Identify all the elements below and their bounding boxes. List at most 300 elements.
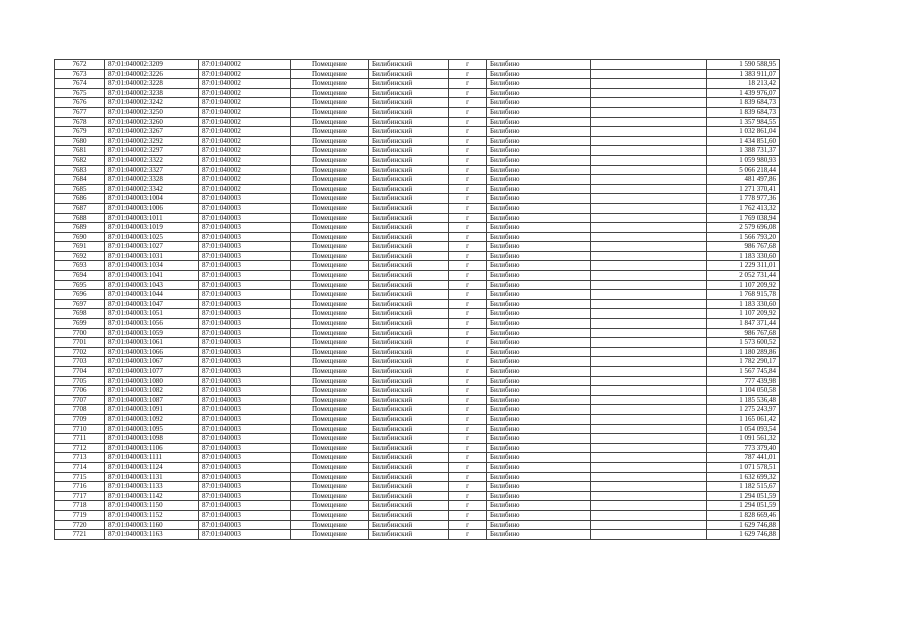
empty-cell bbox=[591, 175, 707, 185]
empty-cell bbox=[591, 117, 707, 127]
settlement-type-cell: г bbox=[449, 223, 487, 233]
cadastral-value-cell: 1 059 980,93 bbox=[707, 155, 780, 165]
cadastral-number-cell: 87:01:040003:1061 bbox=[105, 338, 199, 348]
row-number-cell: 7715 bbox=[55, 472, 105, 482]
empty-cell bbox=[591, 357, 707, 367]
settlement-name-cell: Билибино bbox=[487, 357, 591, 367]
row-number-cell: 7677 bbox=[55, 107, 105, 117]
table-row bbox=[55, 107, 780, 117]
cadastral-value-cell: 1 183 330,60 bbox=[707, 251, 780, 261]
cadastral-block-cell: 87:01:040003 bbox=[199, 261, 291, 271]
district-cell: Билибинский bbox=[369, 309, 449, 319]
cadastral-block-cell: 87:01:040003 bbox=[199, 194, 291, 204]
object-type-cell: Помещение bbox=[291, 482, 369, 492]
settlement-type-cell: г bbox=[449, 107, 487, 117]
district-cell: Билибинский bbox=[369, 376, 449, 386]
table-row bbox=[55, 251, 780, 261]
district-cell: Билибинский bbox=[369, 69, 449, 79]
row-number-cell: 7711 bbox=[55, 434, 105, 444]
table-row bbox=[55, 271, 780, 281]
object-type-cell: Помещение bbox=[291, 88, 369, 98]
district-cell: Билибинский bbox=[369, 338, 449, 348]
cadastral-number-cell: 87:01:040003:1092 bbox=[105, 414, 199, 424]
settlement-name-cell: Билибино bbox=[487, 232, 591, 242]
settlement-type-cell: г bbox=[449, 530, 487, 540]
document-sheet bbox=[54, 59, 779, 540]
table-row bbox=[55, 223, 780, 233]
row-number-cell: 7683 bbox=[55, 165, 105, 175]
table-row bbox=[55, 462, 780, 472]
empty-cell bbox=[591, 462, 707, 472]
empty-cell bbox=[591, 414, 707, 424]
cadastral-number-cell: 87:01:040003:1152 bbox=[105, 510, 199, 520]
empty-cell bbox=[591, 146, 707, 156]
empty-cell bbox=[591, 127, 707, 137]
cadastral-block-cell: 87:01:040002 bbox=[199, 175, 291, 185]
row-number-cell: 7685 bbox=[55, 184, 105, 194]
cadastral-number-cell: 87:01:040003:1106 bbox=[105, 443, 199, 453]
row-number-cell: 7706 bbox=[55, 386, 105, 396]
cadastral-number-cell: 87:01:040002:3328 bbox=[105, 175, 199, 185]
settlement-type-cell: г bbox=[449, 117, 487, 127]
district-cell: Билибинский bbox=[369, 60, 449, 70]
settlement-type-cell: г bbox=[449, 69, 487, 79]
cadastral-block-cell: 87:01:040003 bbox=[199, 453, 291, 463]
empty-cell bbox=[591, 213, 707, 223]
settlement-name-cell: Билибино bbox=[487, 501, 591, 511]
settlement-type-cell: г bbox=[449, 424, 487, 434]
object-type-cell: Помещение bbox=[291, 319, 369, 329]
object-type-cell: Помещение bbox=[291, 309, 369, 319]
district-cell: Билибинский bbox=[369, 165, 449, 175]
table-row bbox=[55, 290, 780, 300]
settlement-type-cell: г bbox=[449, 414, 487, 424]
settlement-name-cell: Билибино bbox=[487, 453, 591, 463]
row-number-cell: 7705 bbox=[55, 376, 105, 386]
empty-cell bbox=[591, 520, 707, 530]
cadastral-value-cell: 777 439,98 bbox=[707, 376, 780, 386]
object-type-cell: Помещение bbox=[291, 443, 369, 453]
cadastral-number-cell: 87:01:040002:3226 bbox=[105, 69, 199, 79]
settlement-type-cell: г bbox=[449, 491, 487, 501]
cadastral-value-cell: 1 165 061,42 bbox=[707, 414, 780, 424]
cadastral-block-cell: 87:01:040003 bbox=[199, 482, 291, 492]
settlement-type-cell: г bbox=[449, 165, 487, 175]
cadastral-number-cell: 87:01:040003:1027 bbox=[105, 242, 199, 252]
row-number-cell: 7678 bbox=[55, 117, 105, 127]
cadastral-value-table bbox=[54, 59, 780, 540]
object-type-cell: Помещение bbox=[291, 79, 369, 89]
empty-cell bbox=[591, 79, 707, 89]
table-row bbox=[55, 319, 780, 329]
object-type-cell: Помещение bbox=[291, 223, 369, 233]
table-body bbox=[55, 60, 780, 540]
table-row bbox=[55, 520, 780, 530]
object-type-cell: Помещение bbox=[291, 328, 369, 338]
row-number-cell: 7682 bbox=[55, 155, 105, 165]
table-row bbox=[55, 405, 780, 415]
empty-cell bbox=[591, 434, 707, 444]
empty-cell bbox=[591, 194, 707, 204]
cadastral-block-cell: 87:01:040003 bbox=[199, 510, 291, 520]
cadastral-value-cell: 1 566 793,20 bbox=[707, 232, 780, 242]
row-number-cell: 7688 bbox=[55, 213, 105, 223]
cadastral-block-cell: 87:01:040003 bbox=[199, 213, 291, 223]
settlement-type-cell: г bbox=[449, 232, 487, 242]
cadastral-value-cell: 1 183 330,60 bbox=[707, 299, 780, 309]
cadastral-value-cell: 481 497,86 bbox=[707, 175, 780, 185]
cadastral-block-cell: 87:01:040002 bbox=[199, 69, 291, 79]
table-row bbox=[55, 184, 780, 194]
empty-cell bbox=[591, 309, 707, 319]
object-type-cell: Помещение bbox=[291, 251, 369, 261]
row-number-cell: 7701 bbox=[55, 338, 105, 348]
row-number-cell: 7689 bbox=[55, 223, 105, 233]
district-cell: Билибинский bbox=[369, 271, 449, 281]
cadastral-block-cell: 87:01:040003 bbox=[199, 338, 291, 348]
cadastral-value-cell: 1 104 050,58 bbox=[707, 386, 780, 396]
settlement-name-cell: Билибино bbox=[487, 290, 591, 300]
object-type-cell: Помещение bbox=[291, 117, 369, 127]
district-cell: Билибинский bbox=[369, 98, 449, 108]
row-number-cell: 7712 bbox=[55, 443, 105, 453]
district-cell: Билибинский bbox=[369, 223, 449, 233]
cadastral-block-cell: 87:01:040002 bbox=[199, 88, 291, 98]
cadastral-value-cell: 1 275 243,97 bbox=[707, 405, 780, 415]
settlement-name-cell: Билибино bbox=[487, 88, 591, 98]
table-row bbox=[55, 414, 780, 424]
object-type-cell: Помещение bbox=[291, 472, 369, 482]
cadastral-value-cell: 773 379,40 bbox=[707, 443, 780, 453]
district-cell: Билибинский bbox=[369, 280, 449, 290]
district-cell: Билибинский bbox=[369, 472, 449, 482]
district-cell: Билибинский bbox=[369, 232, 449, 242]
settlement-type-cell: г bbox=[449, 194, 487, 204]
empty-cell bbox=[591, 60, 707, 70]
settlement-type-cell: г bbox=[449, 328, 487, 338]
cadastral-number-cell: 87:01:040002:3242 bbox=[105, 98, 199, 108]
settlement-name-cell: Билибино bbox=[487, 462, 591, 472]
empty-cell bbox=[591, 405, 707, 415]
settlement-type-cell: г bbox=[449, 395, 487, 405]
settlement-name-cell: Билибино bbox=[487, 328, 591, 338]
settlement-type-cell: г bbox=[449, 146, 487, 156]
settlement-name-cell: Билибино bbox=[487, 271, 591, 281]
table-row bbox=[55, 482, 780, 492]
row-number-cell: 7675 bbox=[55, 88, 105, 98]
table-row bbox=[55, 88, 780, 98]
cadastral-block-cell: 87:01:040003 bbox=[199, 376, 291, 386]
row-number-cell: 7681 bbox=[55, 146, 105, 156]
settlement-type-cell: г bbox=[449, 299, 487, 309]
cadastral-block-cell: 87:01:040003 bbox=[199, 472, 291, 482]
cadastral-value-cell: 1 828 669,46 bbox=[707, 510, 780, 520]
cadastral-value-cell: 1 769 038,94 bbox=[707, 213, 780, 223]
settlement-type-cell: г bbox=[449, 453, 487, 463]
empty-cell bbox=[591, 88, 707, 98]
settlement-name-cell: Билибино bbox=[487, 213, 591, 223]
table-row bbox=[55, 434, 780, 444]
district-cell: Билибинский bbox=[369, 88, 449, 98]
settlement-name-cell: Билибино bbox=[487, 319, 591, 329]
district-cell: Билибинский bbox=[369, 136, 449, 146]
object-type-cell: Помещение bbox=[291, 520, 369, 530]
object-type-cell: Помещение bbox=[291, 414, 369, 424]
table-row bbox=[55, 491, 780, 501]
cadastral-value-cell: 1 839 684,73 bbox=[707, 107, 780, 117]
empty-cell bbox=[591, 69, 707, 79]
cadastral-value-cell: 1 847 371,44 bbox=[707, 319, 780, 329]
object-type-cell: Помещение bbox=[291, 242, 369, 252]
empty-cell bbox=[591, 424, 707, 434]
table-row bbox=[55, 280, 780, 290]
table-row bbox=[55, 328, 780, 338]
cadastral-block-cell: 87:01:040003 bbox=[199, 367, 291, 377]
object-type-cell: Помещение bbox=[291, 290, 369, 300]
cadastral-number-cell: 87:01:040003:1056 bbox=[105, 319, 199, 329]
row-number-cell: 7690 bbox=[55, 232, 105, 242]
district-cell: Билибинский bbox=[369, 194, 449, 204]
cadastral-number-cell: 87:01:040002:3292 bbox=[105, 136, 199, 146]
cadastral-value-cell: 1 629 746,88 bbox=[707, 530, 780, 540]
settlement-name-cell: Билибино bbox=[487, 69, 591, 79]
settlement-type-cell: г bbox=[449, 405, 487, 415]
cadastral-number-cell: 87:01:040003:1091 bbox=[105, 405, 199, 415]
empty-cell bbox=[591, 443, 707, 453]
settlement-name-cell: Билибино bbox=[487, 251, 591, 261]
settlement-type-cell: г bbox=[449, 242, 487, 252]
cadastral-block-cell: 87:01:040002 bbox=[199, 127, 291, 137]
cadastral-value-cell: 1 229 311,01 bbox=[707, 261, 780, 271]
district-cell: Билибинский bbox=[369, 414, 449, 424]
district-cell: Билибинский bbox=[369, 530, 449, 540]
table-row bbox=[55, 347, 780, 357]
table-row bbox=[55, 165, 780, 175]
object-type-cell: Помещение bbox=[291, 347, 369, 357]
cadastral-block-cell: 87:01:040003 bbox=[199, 251, 291, 261]
object-type-cell: Помещение bbox=[291, 405, 369, 415]
cadastral-value-cell: 1 071 578,51 bbox=[707, 462, 780, 472]
district-cell: Билибинский bbox=[369, 434, 449, 444]
cadastral-value-cell: 5 066 218,44 bbox=[707, 165, 780, 175]
table-row bbox=[55, 155, 780, 165]
empty-cell bbox=[591, 472, 707, 482]
object-type-cell: Помещение bbox=[291, 299, 369, 309]
object-type-cell: Помещение bbox=[291, 280, 369, 290]
settlement-type-cell: г bbox=[449, 127, 487, 137]
cadastral-number-cell: 87:01:040003:1160 bbox=[105, 520, 199, 530]
empty-cell bbox=[591, 290, 707, 300]
cadastral-value-cell: 986 767,68 bbox=[707, 242, 780, 252]
settlement-type-cell: г bbox=[449, 79, 487, 89]
cadastral-number-cell: 87:01:040002:3297 bbox=[105, 146, 199, 156]
object-type-cell: Помещение bbox=[291, 165, 369, 175]
cadastral-number-cell: 87:01:040003:1019 bbox=[105, 223, 199, 233]
settlement-name-cell: Билибино bbox=[487, 184, 591, 194]
district-cell: Билибинский bbox=[369, 328, 449, 338]
empty-cell bbox=[591, 319, 707, 329]
cadastral-number-cell: 87:01:040003:1047 bbox=[105, 299, 199, 309]
cadastral-number-cell: 87:01:040003:1067 bbox=[105, 357, 199, 367]
cadastral-number-cell: 87:01:040003:1150 bbox=[105, 501, 199, 511]
cadastral-number-cell: 87:01:040003:1111 bbox=[105, 453, 199, 463]
table-row bbox=[55, 395, 780, 405]
empty-cell bbox=[591, 165, 707, 175]
district-cell: Билибинский bbox=[369, 520, 449, 530]
cadastral-number-cell: 87:01:040003:1066 bbox=[105, 347, 199, 357]
settlement-name-cell: Билибино bbox=[487, 347, 591, 357]
settlement-type-cell: г bbox=[449, 280, 487, 290]
cadastral-block-cell: 87:01:040003 bbox=[199, 414, 291, 424]
object-type-cell: Помещение bbox=[291, 386, 369, 396]
cadastral-value-cell: 1 573 600,52 bbox=[707, 338, 780, 348]
object-type-cell: Помещение bbox=[291, 510, 369, 520]
empty-cell bbox=[591, 395, 707, 405]
settlement-name-cell: Билибино bbox=[487, 510, 591, 520]
object-type-cell: Помещение bbox=[291, 395, 369, 405]
empty-cell bbox=[591, 453, 707, 463]
cadastral-block-cell: 87:01:040003 bbox=[199, 328, 291, 338]
row-number-cell: 7692 bbox=[55, 251, 105, 261]
settlement-type-cell: г bbox=[449, 376, 487, 386]
cadastral-value-cell: 1 388 731,37 bbox=[707, 146, 780, 156]
cadastral-value-cell: 1 434 851,60 bbox=[707, 136, 780, 146]
cadastral-block-cell: 87:01:040003 bbox=[199, 501, 291, 511]
table-row bbox=[55, 213, 780, 223]
cadastral-value-cell: 18 213,42 bbox=[707, 79, 780, 89]
settlement-name-cell: Билибино bbox=[487, 223, 591, 233]
empty-cell bbox=[591, 299, 707, 309]
table-row bbox=[55, 242, 780, 252]
table-row bbox=[55, 175, 780, 185]
settlement-name-cell: Билибино bbox=[487, 424, 591, 434]
cadastral-number-cell: 87:01:040002:3260 bbox=[105, 117, 199, 127]
row-number-cell: 7714 bbox=[55, 462, 105, 472]
cadastral-block-cell: 87:01:040002 bbox=[199, 146, 291, 156]
settlement-name-cell: Билибино bbox=[487, 443, 591, 453]
settlement-type-cell: г bbox=[449, 510, 487, 520]
cadastral-block-cell: 87:01:040003 bbox=[199, 290, 291, 300]
settlement-name-cell: Билибино bbox=[487, 203, 591, 213]
table-row bbox=[55, 194, 780, 204]
settlement-type-cell: г bbox=[449, 501, 487, 511]
row-number-cell: 7708 bbox=[55, 405, 105, 415]
empty-cell bbox=[591, 280, 707, 290]
cadastral-block-cell: 87:01:040003 bbox=[199, 271, 291, 281]
row-number-cell: 7704 bbox=[55, 367, 105, 377]
empty-cell bbox=[591, 482, 707, 492]
object-type-cell: Помещение bbox=[291, 367, 369, 377]
row-number-cell: 7703 bbox=[55, 357, 105, 367]
cadastral-block-cell: 87:01:040003 bbox=[199, 405, 291, 415]
cadastral-value-cell: 1 185 536,48 bbox=[707, 395, 780, 405]
object-type-cell: Помещение bbox=[291, 530, 369, 540]
table-row bbox=[55, 376, 780, 386]
empty-cell bbox=[591, 203, 707, 213]
cadastral-block-cell: 87:01:040002 bbox=[199, 60, 291, 70]
table-row bbox=[55, 472, 780, 482]
cadastral-number-cell: 87:01:040002:3267 bbox=[105, 127, 199, 137]
table-row bbox=[55, 203, 780, 213]
row-number-cell: 7700 bbox=[55, 328, 105, 338]
settlement-type-cell: г bbox=[449, 155, 487, 165]
cadastral-number-cell: 87:01:040003:1087 bbox=[105, 395, 199, 405]
settlement-type-cell: г bbox=[449, 367, 487, 377]
object-type-cell: Помещение bbox=[291, 155, 369, 165]
table-row bbox=[55, 530, 780, 540]
cadastral-block-cell: 87:01:040002 bbox=[199, 117, 291, 127]
table-row bbox=[55, 146, 780, 156]
cadastral-value-cell: 1 357 984,55 bbox=[707, 117, 780, 127]
settlement-type-cell: г bbox=[449, 88, 487, 98]
object-type-cell: Помещение bbox=[291, 146, 369, 156]
cadastral-block-cell: 87:01:040003 bbox=[199, 491, 291, 501]
cadastral-block-cell: 87:01:040003 bbox=[199, 424, 291, 434]
object-type-cell: Помещение bbox=[291, 232, 369, 242]
row-number-cell: 7679 bbox=[55, 127, 105, 137]
cadastral-value-cell: 1 782 290,17 bbox=[707, 357, 780, 367]
settlement-type-cell: г bbox=[449, 98, 487, 108]
district-cell: Билибинский bbox=[369, 424, 449, 434]
cadastral-value-cell: 1 567 745,84 bbox=[707, 367, 780, 377]
row-number-cell: 7716 bbox=[55, 482, 105, 492]
empty-cell bbox=[591, 136, 707, 146]
district-cell: Билибинский bbox=[369, 261, 449, 271]
district-cell: Билибинский bbox=[369, 367, 449, 377]
empty-cell bbox=[591, 223, 707, 233]
district-cell: Билибинский bbox=[369, 453, 449, 463]
district-cell: Билибинский bbox=[369, 184, 449, 194]
cadastral-value-cell: 1 182 515,67 bbox=[707, 482, 780, 492]
settlement-name-cell: Билибино bbox=[487, 175, 591, 185]
empty-cell bbox=[591, 367, 707, 377]
cadastral-number-cell: 87:01:040002:3238 bbox=[105, 88, 199, 98]
cadastral-value-cell: 1 107 209,92 bbox=[707, 309, 780, 319]
district-cell: Билибинский bbox=[369, 117, 449, 127]
cadastral-value-cell: 1 768 915,78 bbox=[707, 290, 780, 300]
object-type-cell: Помещение bbox=[291, 434, 369, 444]
cadastral-number-cell: 87:01:040003:1051 bbox=[105, 309, 199, 319]
cadastral-block-cell: 87:01:040003 bbox=[199, 309, 291, 319]
object-type-cell: Помещение bbox=[291, 501, 369, 511]
table-row bbox=[55, 98, 780, 108]
settlement-type-cell: г bbox=[449, 319, 487, 329]
table-row bbox=[55, 69, 780, 79]
object-type-cell: Помещение bbox=[291, 107, 369, 117]
cadastral-value-cell: 1 032 861,04 bbox=[707, 127, 780, 137]
table-row bbox=[55, 127, 780, 137]
object-type-cell: Помещение bbox=[291, 261, 369, 271]
row-number-cell: 7717 bbox=[55, 491, 105, 501]
cadastral-value-cell: 1 271 370,41 bbox=[707, 184, 780, 194]
settlement-name-cell: Билибино bbox=[487, 299, 591, 309]
cadastral-number-cell: 87:01:040002:3342 bbox=[105, 184, 199, 194]
cadastral-value-cell: 1 294 051,59 bbox=[707, 491, 780, 501]
district-cell: Билибинский bbox=[369, 203, 449, 213]
settlement-name-cell: Билибино bbox=[487, 395, 591, 405]
settlement-name-cell: Билибино bbox=[487, 165, 591, 175]
settlement-name-cell: Билибино bbox=[487, 107, 591, 117]
row-number-cell: 7721 bbox=[55, 530, 105, 540]
settlement-type-cell: г bbox=[449, 309, 487, 319]
cadastral-value-cell: 787 441,01 bbox=[707, 453, 780, 463]
empty-cell bbox=[591, 242, 707, 252]
settlement-name-cell: Билибино bbox=[487, 242, 591, 252]
district-cell: Билибинский bbox=[369, 462, 449, 472]
cadastral-block-cell: 87:01:040002 bbox=[199, 155, 291, 165]
settlement-name-cell: Билибино bbox=[487, 127, 591, 137]
row-number-cell: 7687 bbox=[55, 203, 105, 213]
